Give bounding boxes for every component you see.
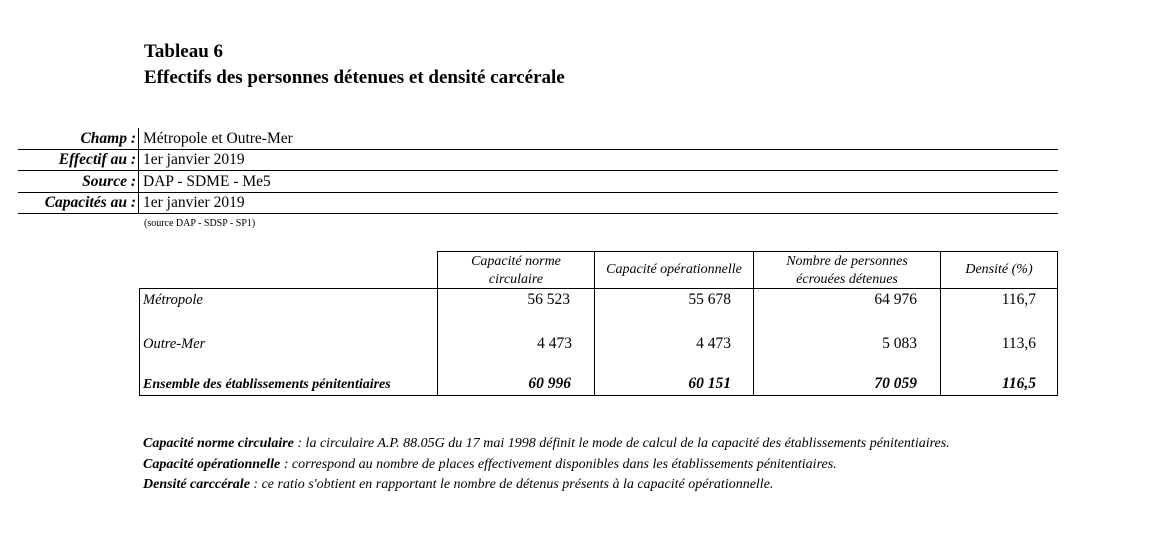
- cell-ensemble-personnes: 70 059: [874, 375, 917, 392]
- header-capacite-operationnelle: Capacité opérationnelle: [606, 262, 742, 277]
- meta-label-effectif: Effectif au :: [58, 151, 136, 168]
- row-label-metropole: Métropole: [143, 292, 203, 308]
- header-nombre-personnes: Nombre de personnes écrouées détenues: [786, 254, 908, 287]
- meta-value-effectif: 1er janvier 2019: [143, 151, 245, 168]
- detention-table: [139, 251, 1058, 396]
- meta-label-champ: Champ :: [80, 130, 136, 147]
- cell-metropole-densite: 116,7: [1001, 291, 1036, 308]
- table-border-top: [437, 251, 1057, 252]
- meta-value-source: DAP - SDME - Me5: [143, 173, 271, 190]
- table-border-left: [139, 288, 140, 396]
- meta-label-source: Source :: [82, 173, 136, 190]
- row-label-ensemble: Ensemble des établissements pénitentiaires: [143, 377, 391, 392]
- cell-outremer-operationnelle: 4 473: [696, 335, 731, 352]
- table-border-right: [1057, 251, 1058, 396]
- footnote-capacite-operationnelle: Capacité opérationnelle : correspond au nombre de places effectivement disponibles dans les établissements pénitentiaires.: [143, 457, 837, 472]
- header-densite: Densité (%): [965, 262, 1033, 277]
- meta-rule: [18, 170, 1058, 171]
- header-capacite-norme: Capacité norme circulaire: [471, 254, 561, 287]
- row-label-outre-mer: Outre-Mer: [143, 336, 206, 352]
- table-number-title: Tableau 6: [144, 41, 224, 62]
- cell-outremer-norme: 4 473: [537, 335, 572, 352]
- meta-rule: [18, 149, 1058, 150]
- cell-metropole-operationnelle: 55 678: [688, 291, 731, 308]
- meta-rule: [18, 192, 1058, 193]
- cell-outremer-densite: 113,6: [1001, 335, 1036, 352]
- cell-ensemble-densite: 116,5: [1001, 375, 1036, 392]
- meta-value-champ: Métropole et Outre-Mer: [143, 130, 293, 147]
- footnote-capacite-norme: Capacité norme circulaire : la circulaire A.P. 88.05G du 17 mai 1998 définit le mode de calcul de la capacité des établissements pénitentiaires.: [143, 436, 950, 451]
- cell-outremer-personnes: 5 083: [882, 335, 917, 352]
- meta-label-capacites: Capacités au :: [44, 194, 136, 211]
- footnote-densite: Densité carccérale : ce ratio s'obtient en rapportant le nombre de détenus présents à la capacité opérationnelle.: [143, 477, 774, 492]
- table-title: Effectifs des personnes détenues et densité carcérale: [144, 67, 565, 88]
- meta-value-capacites: 1er janvier 2019: [143, 194, 245, 211]
- cell-ensemble-norme: 60 996: [528, 375, 571, 392]
- meta-rule: [18, 213, 1058, 214]
- capacity-source-note: (source DAP - SDSP - SP1): [144, 218, 256, 229]
- cell-metropole-personnes: 64 976: [874, 291, 917, 308]
- table-border-bottom: [139, 395, 1058, 396]
- cell-metropole-norme: 56 523: [527, 291, 570, 308]
- cell-ensemble-operationnelle: 60 151: [688, 375, 731, 392]
